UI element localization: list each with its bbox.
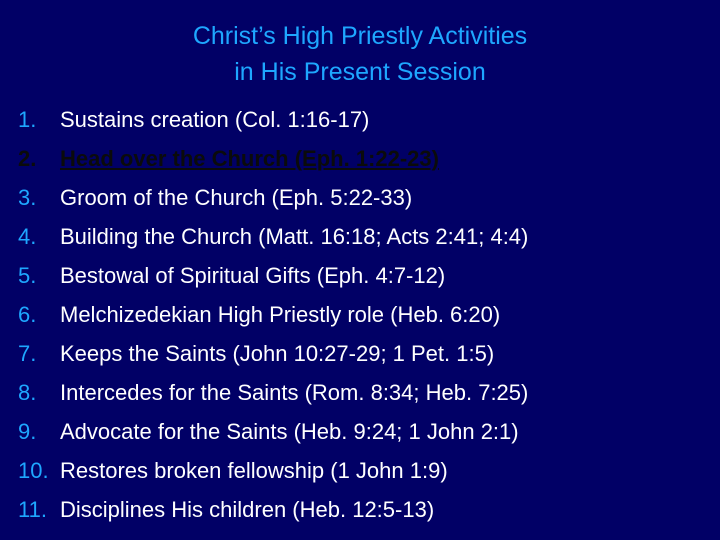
list-item-text: Head over the Church (Eph. 1:22-23) <box>60 146 439 171</box>
title-line-2: in His Present Session <box>234 58 486 86</box>
list-item-text: Intercedes for the Saints (Rom. 8:34; Heb. 7:25) <box>60 380 529 405</box>
list-item-text: Keeps the Saints (John 10:27-29; 1 Pet. 1:5) <box>60 341 495 366</box>
list-item <box>18 178 718 217</box>
list-item <box>18 490 718 529</box>
list-item-number: 5. <box>18 263 37 288</box>
list-item-number: 8. <box>18 380 37 405</box>
list-item <box>18 412 718 451</box>
list-item-text: Melchizedekian High Priestly role (Heb. 6:20) <box>60 302 501 327</box>
list-item-text: Groom of the Church (Eph. 5:22-33) <box>60 185 413 210</box>
list-item-text: Sustains creation (Col. 1:16-17) <box>60 107 370 132</box>
list-item-number: 10. <box>18 458 49 483</box>
title-line-1: Christ’s High Priestly Activities <box>192 22 528 50</box>
list-item-text: Disciplines His children (Heb. 12:5-13) <box>60 497 435 522</box>
list-item-text: Restores broken fellowship (1 John 1:9) <box>60 458 448 483</box>
list-item-number: 2. <box>18 146 37 171</box>
list-item-number: 11. <box>18 497 47 522</box>
list-item-number: 4. <box>18 224 37 249</box>
activities-list <box>18 100 718 529</box>
list-item-number: 7. <box>18 341 37 366</box>
list-item-number: 6. <box>18 302 37 327</box>
list-item <box>18 451 718 490</box>
list-item <box>18 139 718 178</box>
list-item-text: Building the Church (Matt. 16:18; Acts 2:41; 4:4) <box>60 224 529 249</box>
list-item-text: Advocate for the Saints (Heb. 9:24; 1 John 2:1) <box>60 419 519 444</box>
list-item <box>18 295 718 334</box>
slide-title <box>0 18 720 90</box>
list-item <box>18 373 718 412</box>
list-item <box>18 256 718 295</box>
list-item <box>18 217 718 256</box>
list-item-text: Bestowal of Spiritual Gifts (Eph. 4:7-12) <box>60 263 446 288</box>
list-item <box>18 334 718 373</box>
list-item-number: 9. <box>18 419 37 444</box>
list-item <box>18 100 718 139</box>
list-item-number: 3. <box>18 185 37 210</box>
list-item-number: 1. <box>18 107 37 132</box>
